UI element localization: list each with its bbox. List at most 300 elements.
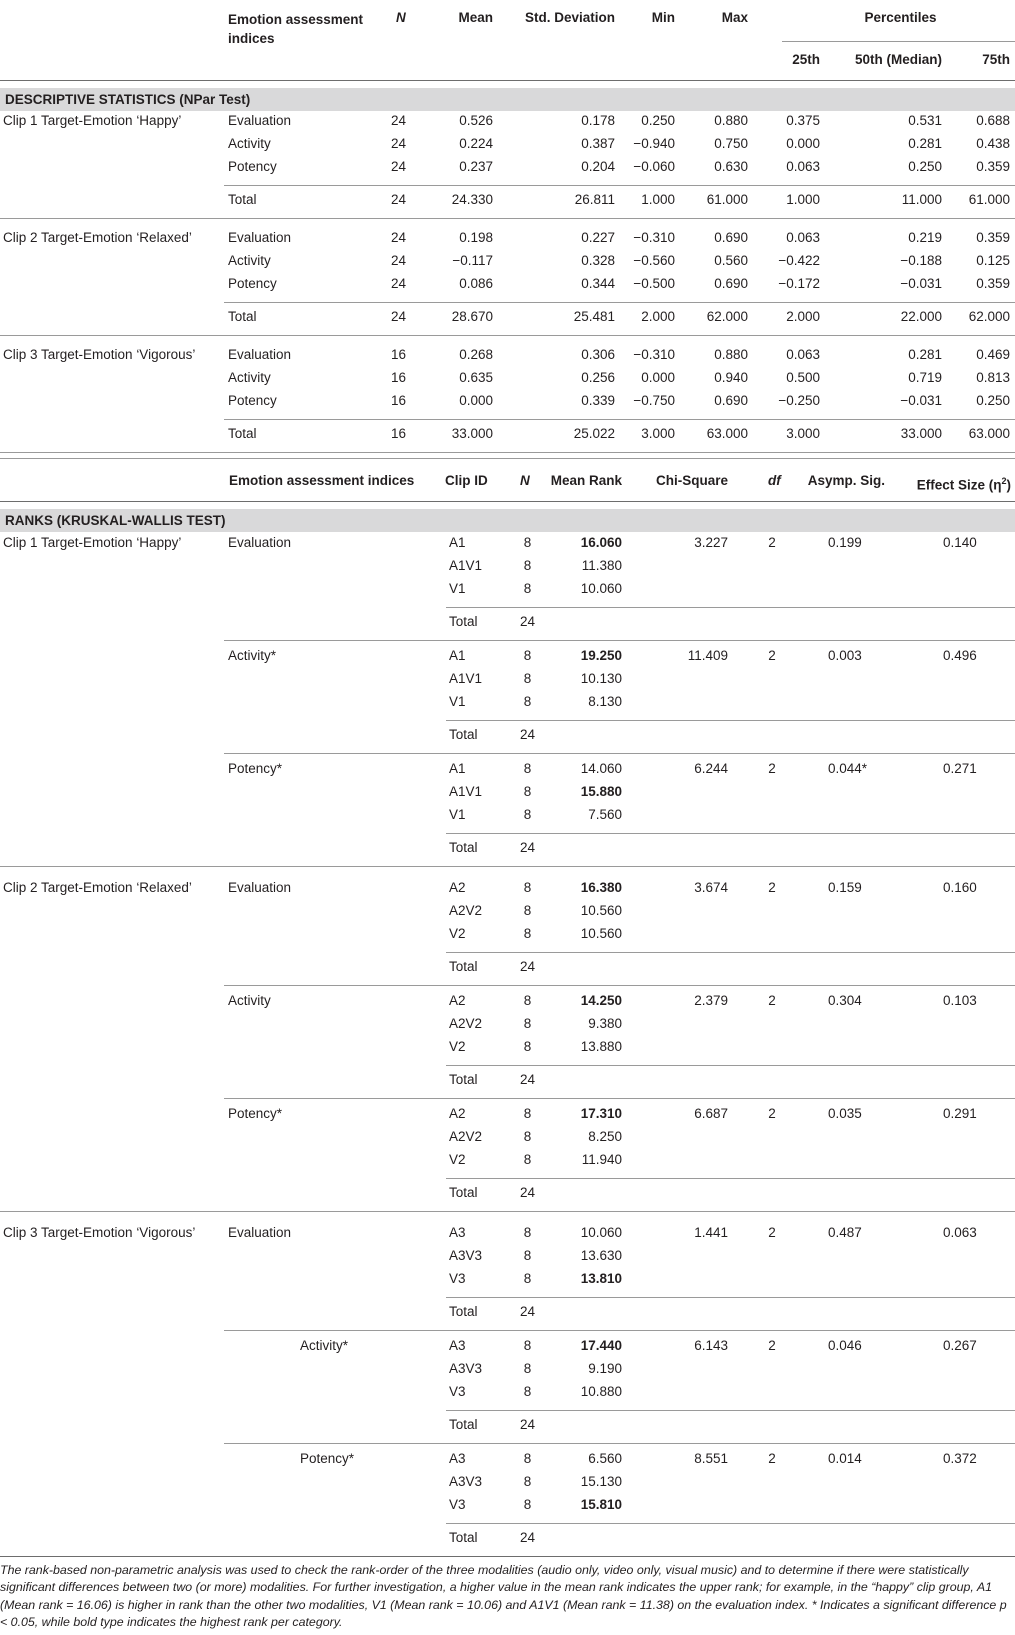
desc-cell-min: −0.940: [633, 136, 675, 151]
rank-mean-rank: 6.560: [588, 1451, 622, 1466]
rank-total-label: Total: [449, 614, 478, 629]
desc-total-sd: 25.022: [573, 426, 615, 441]
desc-total-mean: 24.330: [451, 192, 493, 207]
header-bottom-rule: [0, 80, 1015, 81]
rank-sig: 0.159: [828, 880, 862, 895]
rank-clip-id: A2: [449, 993, 466, 1008]
desc-cell-max: 0.690: [714, 276, 748, 291]
effect-label: Effect Size (η: [916, 477, 1002, 493]
desc-total-min: 1.000: [641, 192, 675, 207]
rank-index-rule: [224, 1330, 1015, 1331]
desc-cell-mean: −0.117: [452, 253, 493, 268]
rank-effect: 0.372: [943, 1451, 977, 1466]
desc-header-indices: Emotion assessment indices: [228, 12, 364, 46]
desc-cell-p50: 0.281: [908, 136, 942, 151]
rank-chi: 11.409: [687, 648, 728, 663]
rank-total-rule: [446, 833, 1015, 834]
desc-cell-mean: 0.000: [459, 393, 493, 408]
rank-n: 8: [523, 1474, 532, 1489]
desc-cell-index: Activity: [228, 253, 271, 268]
rank-total-n: 24: [519, 1072, 536, 1087]
desc-cell-p75: 0.359: [976, 276, 1010, 291]
desc-cell-p25: 0.375: [786, 113, 820, 128]
rank-effect: 0.271: [943, 761, 977, 776]
desc-cell-index: Evaluation: [228, 113, 292, 128]
rank-n: 8: [523, 671, 532, 686]
rank-n: 8: [523, 1039, 532, 1054]
desc-cell-n: 24: [390, 136, 406, 151]
rank-total-rule: [446, 1410, 1015, 1411]
desc-cell-index: Potency: [228, 276, 277, 291]
rank-df: 2: [768, 1338, 776, 1353]
desc-total-index: Total: [228, 309, 257, 324]
desc-cell-p75: 0.125: [976, 253, 1010, 268]
desc-total-p50: 33.000: [900, 426, 942, 441]
rank-chi: 1.441: [694, 1225, 728, 1240]
rank-n: 8: [523, 535, 532, 550]
desc-cell-min: −0.750: [633, 393, 675, 408]
rank-n: 8: [523, 761, 532, 776]
rank-n: 8: [523, 1129, 532, 1144]
desc-header-p75: 75th: [982, 52, 1010, 67]
rank-index-rule: [224, 640, 1015, 641]
percentiles-rule: [782, 41, 1015, 42]
desc-cell-index: Evaluation: [228, 347, 292, 362]
desc-total-p75: 61.000: [968, 192, 1010, 207]
desc-cell-mean: 0.198: [459, 230, 493, 245]
desc-cell-min: −0.060: [633, 159, 675, 174]
desc-header-p25: 25th: [792, 52, 820, 67]
rank-group-label: Clip 1 Target-Emotion ‘Happy’: [3, 535, 182, 550]
rank-header-bottom-rule: [0, 501, 1015, 502]
desc-total-p25: 2.000: [786, 309, 820, 324]
rank-df: 2: [768, 880, 776, 895]
rank-mean-rank: 17.310: [580, 1106, 622, 1121]
rank-total-rule: [446, 1297, 1015, 1298]
rank-header-effect: [880, 473, 1011, 494]
desc-total-n: 24: [390, 192, 406, 207]
rank-chi: 8.551: [694, 1451, 728, 1466]
desc-header-max: Max: [721, 10, 748, 25]
desc-cell-index: Evaluation: [228, 230, 292, 245]
rank-index-name: Evaluation: [228, 535, 292, 550]
rank-n: 8: [523, 1271, 532, 1286]
rank-clip-id: A2V2: [449, 1016, 483, 1031]
desc-cell-max: 0.630: [714, 159, 748, 174]
rank-n: 8: [523, 1451, 532, 1466]
rank-chi: 6.687: [694, 1106, 728, 1121]
desc-cell-p25: 0.000: [786, 136, 820, 151]
desc-cell-p50: 0.250: [908, 159, 942, 174]
desc-cell-mean: 0.526: [459, 113, 493, 128]
rank-total-n: 24: [519, 959, 536, 974]
rank-n: 8: [523, 926, 532, 941]
rank-clip-id: V3: [449, 1384, 466, 1399]
rank-mean-rank: 16.380: [580, 880, 622, 895]
rank-clip-id: A3V3: [449, 1474, 483, 1489]
rank-mean-rank: 14.250: [580, 993, 622, 1008]
rank-total-n: 24: [519, 614, 536, 629]
desc-cell-mean: 0.237: [459, 159, 493, 174]
rank-effect: 0.267: [943, 1338, 977, 1353]
rank-df: 2: [768, 1451, 776, 1466]
rank-clip-id: A3: [449, 1225, 466, 1240]
rank-clip-id: A2V2: [449, 1129, 483, 1144]
desc-cell-max: 0.560: [714, 253, 748, 268]
rank-clip-id: V2: [449, 1039, 466, 1054]
effect-close: ): [1006, 477, 1011, 493]
desc-cell-p25: −0.172: [778, 276, 820, 291]
desc-total-mean: 33.000: [451, 426, 493, 441]
desc-total-mean: 28.670: [451, 309, 493, 324]
desc-cell-p50: −0.031: [900, 393, 942, 408]
rank-sig: 0.035: [828, 1106, 862, 1121]
rank-mean-rank: 9.190: [588, 1361, 622, 1376]
rank-total-rule: [446, 720, 1015, 721]
rank-mean-rank: 10.130: [580, 671, 622, 686]
rank-total-label: Total: [449, 840, 478, 855]
desc-cell-min: −0.310: [633, 230, 675, 245]
rank-n: 8: [523, 1338, 532, 1353]
desc-total-max: 62.000: [706, 309, 748, 324]
rank-total-rule: [446, 1178, 1015, 1179]
desc-cell-p75: 0.359: [976, 230, 1010, 245]
rank-n: 8: [523, 993, 532, 1008]
rank-index-name: Activity: [228, 993, 271, 1008]
rank-clip-id: A3V3: [449, 1361, 483, 1376]
desc-total-p75: 63.000: [968, 426, 1010, 441]
desc-cell-mean: 0.268: [459, 347, 493, 362]
desc-total-p25: 3.000: [786, 426, 820, 441]
desc-cell-p75: 0.250: [976, 393, 1010, 408]
desc-cell-p50: −0.031: [900, 276, 942, 291]
desc-total-n: 16: [390, 426, 406, 441]
desc-total-rule: [224, 419, 1015, 420]
desc-cell-index: Activity: [228, 136, 271, 151]
desc-header-mean: Mean: [458, 10, 493, 25]
rank-n: 8: [523, 1248, 532, 1263]
rank-n: 8: [523, 581, 532, 596]
rank-n: 8: [523, 694, 532, 709]
rank-mean-rank: 15.880: [580, 784, 622, 799]
desc-cell-p50: −0.188: [900, 253, 942, 268]
desc-cell-p50: 0.531: [908, 113, 942, 128]
rank-total-label: Total: [449, 959, 478, 974]
desc-total-index: Total: [228, 426, 257, 441]
desc-header-sd: Std. Deviation: [524, 10, 615, 25]
rank-n: 8: [523, 807, 532, 822]
rank-mean-rank: 19.250: [580, 648, 622, 663]
rank-effect: 0.160: [943, 880, 977, 895]
rank-mean-rank: 10.060: [580, 1225, 622, 1240]
rank-df: 2: [768, 993, 776, 1008]
rank-clip-id: A1: [449, 535, 466, 550]
rank-header-indices: Emotion assessment indices: [229, 473, 415, 488]
rank-header-top-rule: [0, 458, 1015, 459]
desc-cell-index: Potency: [228, 159, 277, 174]
rank-mean-rank: 16.060: [580, 535, 622, 550]
desc-cell-p25: 0.063: [786, 159, 820, 174]
desc-cell-index: Activity: [228, 370, 271, 385]
rank-index-rule: [224, 1443, 1015, 1444]
desc-total-min: 3.000: [641, 426, 675, 441]
rank-mean-rank: 8.250: [588, 1129, 622, 1144]
rank-group-rule: [0, 1211, 1015, 1212]
desc-total-min: 2.000: [641, 309, 675, 324]
desc-cell-min: −0.310: [633, 347, 675, 362]
rank-total-n: 24: [519, 840, 536, 855]
rank-n: 8: [523, 1152, 532, 1167]
rank-index-rule: [224, 753, 1015, 754]
rank-clip-id: A1: [449, 648, 466, 663]
desc-cell-min: 0.250: [641, 113, 675, 128]
rank-n: 8: [523, 1384, 532, 1399]
rank-sig: 0.199: [828, 535, 862, 550]
rank-sig: 0.487: [828, 1225, 862, 1240]
desc-cell-sd: 0.256: [581, 370, 615, 385]
rank-sig: 0.003: [828, 648, 862, 663]
desc-cell-min: 0.000: [641, 370, 675, 385]
desc-cell-n: 24: [390, 159, 406, 174]
rank-n: 8: [523, 1497, 532, 1512]
rank-clip-id: V1: [449, 694, 466, 709]
section-band-descriptive: [0, 88, 1015, 111]
table-bottom-rule: [0, 1556, 1015, 1557]
desc-cell-min: −0.560: [633, 253, 675, 268]
desc-cell-sd: 0.339: [581, 393, 615, 408]
desc-cell-sd: 0.227: [581, 230, 615, 245]
rank-total-n: 24: [519, 727, 536, 742]
rank-clip-id: A1V1: [449, 558, 483, 573]
rank-clip-id: V1: [449, 807, 466, 822]
rank-total-rule: [446, 1065, 1015, 1066]
desc-cell-n: 16: [390, 347, 406, 362]
rank-total-rule: [446, 952, 1015, 953]
rank-total-label: Total: [449, 1072, 478, 1087]
rank-n: 8: [523, 558, 532, 573]
rank-effect: 0.063: [943, 1225, 977, 1240]
desc-cell-index: Potency: [228, 393, 277, 408]
rank-mean-rank: 11.940: [581, 1152, 622, 1167]
rank-n: 8: [523, 648, 532, 663]
rank-mean-rank: 13.810: [580, 1271, 622, 1286]
rank-mean-rank: 10.060: [580, 581, 622, 596]
rank-index-name: Potency*: [228, 1106, 283, 1121]
rank-chi: 6.244: [694, 761, 728, 776]
rank-mean-rank: 13.630: [580, 1248, 622, 1263]
desc-total-sd: 26.811: [574, 192, 615, 207]
section-band-ranks: [0, 509, 1015, 532]
rank-clip-id: V3: [449, 1497, 466, 1512]
rank-df: 2: [768, 761, 776, 776]
rank-n: 8: [523, 1225, 532, 1240]
desc-total-index: Total: [228, 192, 257, 207]
rank-clip-id: V2: [449, 926, 466, 941]
rank-total-label: Total: [449, 1185, 478, 1200]
desc-total-sd: 25.481: [573, 309, 615, 324]
rank-n: 8: [523, 903, 532, 918]
desc-cell-n: 16: [390, 393, 406, 408]
rank-effect: 0.103: [943, 993, 977, 1008]
rank-mean-rank: 9.380: [588, 1016, 622, 1031]
rank-clip-id: A3: [449, 1338, 466, 1353]
rank-chi: 2.379: [694, 993, 728, 1008]
desc-cell-n: 16: [390, 370, 406, 385]
rank-mean-rank: 14.060: [580, 761, 622, 776]
effect-superscript: 2: [1001, 476, 1007, 486]
rank-df: 2: [768, 1225, 776, 1240]
desc-cell-max: 0.750: [714, 136, 748, 151]
desc-header-p50: 50th (Median): [854, 52, 942, 67]
rank-n: 8: [523, 880, 532, 895]
rank-mean-rank: 15.810: [580, 1497, 622, 1512]
rank-total-rule: [446, 1523, 1015, 1524]
rank-index-name: Activity*: [228, 648, 277, 663]
rank-n: 8: [523, 1016, 532, 1031]
desc-total-rule: [224, 185, 1015, 186]
rank-chi: 6.143: [694, 1338, 728, 1353]
rank-mean-rank: 13.880: [580, 1039, 622, 1054]
desc-cell-max: 0.880: [714, 347, 748, 362]
desc-cell-p25: −0.422: [778, 253, 820, 268]
desc-total-p25: 1.000: [786, 192, 820, 207]
rank-index-rule: [224, 985, 1015, 986]
rank-header-df: df: [768, 473, 781, 488]
desc-group-rule: [0, 218, 1015, 219]
rank-group-label: Clip 2 Target-Emotion ‘Relaxed’: [3, 880, 192, 895]
rank-header-clip-id: Clip ID: [445, 473, 488, 488]
rank-chi: 3.674: [694, 880, 728, 895]
desc-cell-n: 24: [390, 253, 406, 268]
desc-total-n: 24: [390, 309, 406, 324]
rank-n: 8: [523, 1361, 532, 1376]
desc-cell-sd: 0.178: [581, 113, 615, 128]
desc-cell-sd: 0.204: [581, 159, 615, 174]
desc-group-rule: [0, 335, 1015, 336]
rank-mean-rank: 8.130: [588, 694, 622, 709]
desc-total-max: 63.000: [706, 426, 748, 441]
desc-cell-mean: 0.086: [459, 276, 493, 291]
rank-total-n: 24: [519, 1304, 536, 1319]
desc-total-p50: 11.000: [901, 192, 942, 207]
rank-index-rule: [224, 1098, 1015, 1099]
rank-mean-rank: 15.130: [580, 1474, 622, 1489]
desc-cell-p25: 0.500: [786, 370, 820, 385]
rank-group-rule: [0, 866, 1015, 867]
rank-effect: 0.140: [943, 535, 977, 550]
desc-cell-min: −0.500: [633, 276, 675, 291]
rank-header-n: N: [520, 473, 530, 488]
rank-df: 2: [768, 1106, 776, 1121]
rank-clip-id: V1: [449, 581, 466, 596]
desc-cell-max: 0.880: [714, 113, 748, 128]
rank-total-n: 24: [519, 1530, 536, 1545]
desc-cell-p25: 0.063: [786, 230, 820, 245]
desc-cell-p50: 0.719: [908, 370, 942, 385]
section-title-ranks: RANKS (KRUSKAL-WALLIS TEST): [5, 513, 226, 528]
desc-cell-p25: −0.250: [778, 393, 820, 408]
rank-index-name: Evaluation: [228, 880, 292, 895]
desc-header-min: Min: [651, 10, 675, 25]
desc-total-p50: 22.000: [900, 309, 942, 324]
desc-total-rule: [224, 302, 1015, 303]
desc-cell-max: 0.690: [714, 230, 748, 245]
desc-cell-sd: 0.328: [581, 253, 615, 268]
rank-mean-rank: 11.380: [581, 558, 622, 573]
rank-total-label: Total: [449, 1304, 478, 1319]
desc-cell-p50: 0.219: [908, 230, 942, 245]
rank-effect: 0.291: [943, 1106, 977, 1121]
rank-header-chi: Chi-Square: [655, 473, 728, 488]
rank-index-name: Potency*: [300, 1451, 355, 1466]
rank-header-mean-rank: Mean Rank: [550, 473, 622, 488]
desc-cell-p75: 0.813: [976, 370, 1010, 385]
table-footnote: The rank-based non-parametric analysis was used to check the rank-order of the three modalities (audio only, video only, visual music) and to determine if there were statistically significant differences between two (or more) modalities. For further investigation, a higher value in the mean rank indicates the upper rank; for example, in the “happy” clip group, A1 (Mean rank = 16.06) is higher in rank than the other two modalities, V1 (Mean rank = 10.06) and A1V1 (Mean rank = 11.38) on the evaluation index. * Indicates a significant difference p < 0.05, while bold type indicates the highest rank per category.: [0, 1563, 1007, 1629]
rank-chi: 3.227: [694, 535, 728, 550]
desc-group-rule: [0, 452, 1015, 453]
desc-group-label: Clip 2 Target-Emotion ‘Relaxed’: [3, 230, 192, 245]
desc-cell-p25: 0.063: [786, 347, 820, 362]
desc-group-label: Clip 3 Target-Emotion ‘Vigorous’: [3, 347, 196, 362]
rank-effect: 0.496: [943, 648, 977, 663]
desc-cell-p50: 0.281: [908, 347, 942, 362]
rank-clip-id: V3: [449, 1271, 466, 1286]
rank-clip-id: A2: [449, 880, 466, 895]
desc-cell-p75: 0.469: [976, 347, 1010, 362]
rank-df: 2: [768, 648, 776, 663]
rank-mean-rank: 10.880: [580, 1384, 622, 1399]
rank-clip-id: A1: [449, 761, 466, 776]
rank-clip-id: A1V1: [449, 671, 483, 686]
rank-mean-rank: 17.440: [580, 1338, 622, 1353]
desc-cell-p75: 0.688: [976, 113, 1010, 128]
rank-mean-rank: 7.560: [588, 807, 622, 822]
rank-total-n: 24: [519, 1185, 536, 1200]
desc-cell-p75: 0.438: [976, 136, 1010, 151]
desc-cell-mean: 0.635: [459, 370, 493, 385]
rank-clip-id: A1V1: [449, 784, 483, 799]
desc-cell-max: 0.940: [714, 370, 748, 385]
desc-cell-sd: 0.344: [581, 276, 615, 291]
desc-cell-mean: 0.224: [459, 136, 493, 151]
rank-n: 8: [523, 1106, 532, 1121]
rank-sig: 0.014: [828, 1451, 862, 1466]
rank-group-label: Clip 3 Target-Emotion ‘Vigorous’: [3, 1225, 196, 1240]
desc-header-n: N: [396, 10, 406, 25]
rank-total-label: Total: [449, 1417, 478, 1432]
desc-cell-n: 24: [390, 113, 406, 128]
rank-mean-rank: 10.560: [580, 926, 622, 941]
desc-total-p75: 62.000: [968, 309, 1010, 324]
desc-cell-sd: 0.306: [581, 347, 615, 362]
rank-index-name: Potency*: [228, 761, 283, 776]
rank-df: 2: [768, 535, 776, 550]
rank-clip-id: A2: [449, 1106, 466, 1121]
desc-group-label: Clip 1 Target-Emotion ‘Happy’: [3, 113, 182, 128]
rank-sig: 0.044*: [828, 761, 868, 776]
rank-index-name: Activity*: [300, 1338, 349, 1353]
desc-cell-n: 24: [390, 230, 406, 245]
rank-sig: 0.046: [828, 1338, 862, 1353]
rank-sig: 0.304: [828, 993, 862, 1008]
rank-mean-rank: 10.560: [580, 903, 622, 918]
desc-cell-n: 24: [390, 276, 406, 291]
rank-total-n: 24: [519, 1417, 536, 1432]
rank-total-label: Total: [449, 1530, 478, 1545]
section-title-descriptive: DESCRIPTIVE STATISTICS (NPar Test): [5, 92, 251, 107]
desc-cell-sd: 0.387: [581, 136, 615, 151]
rank-clip-id: A2V2: [449, 903, 483, 918]
